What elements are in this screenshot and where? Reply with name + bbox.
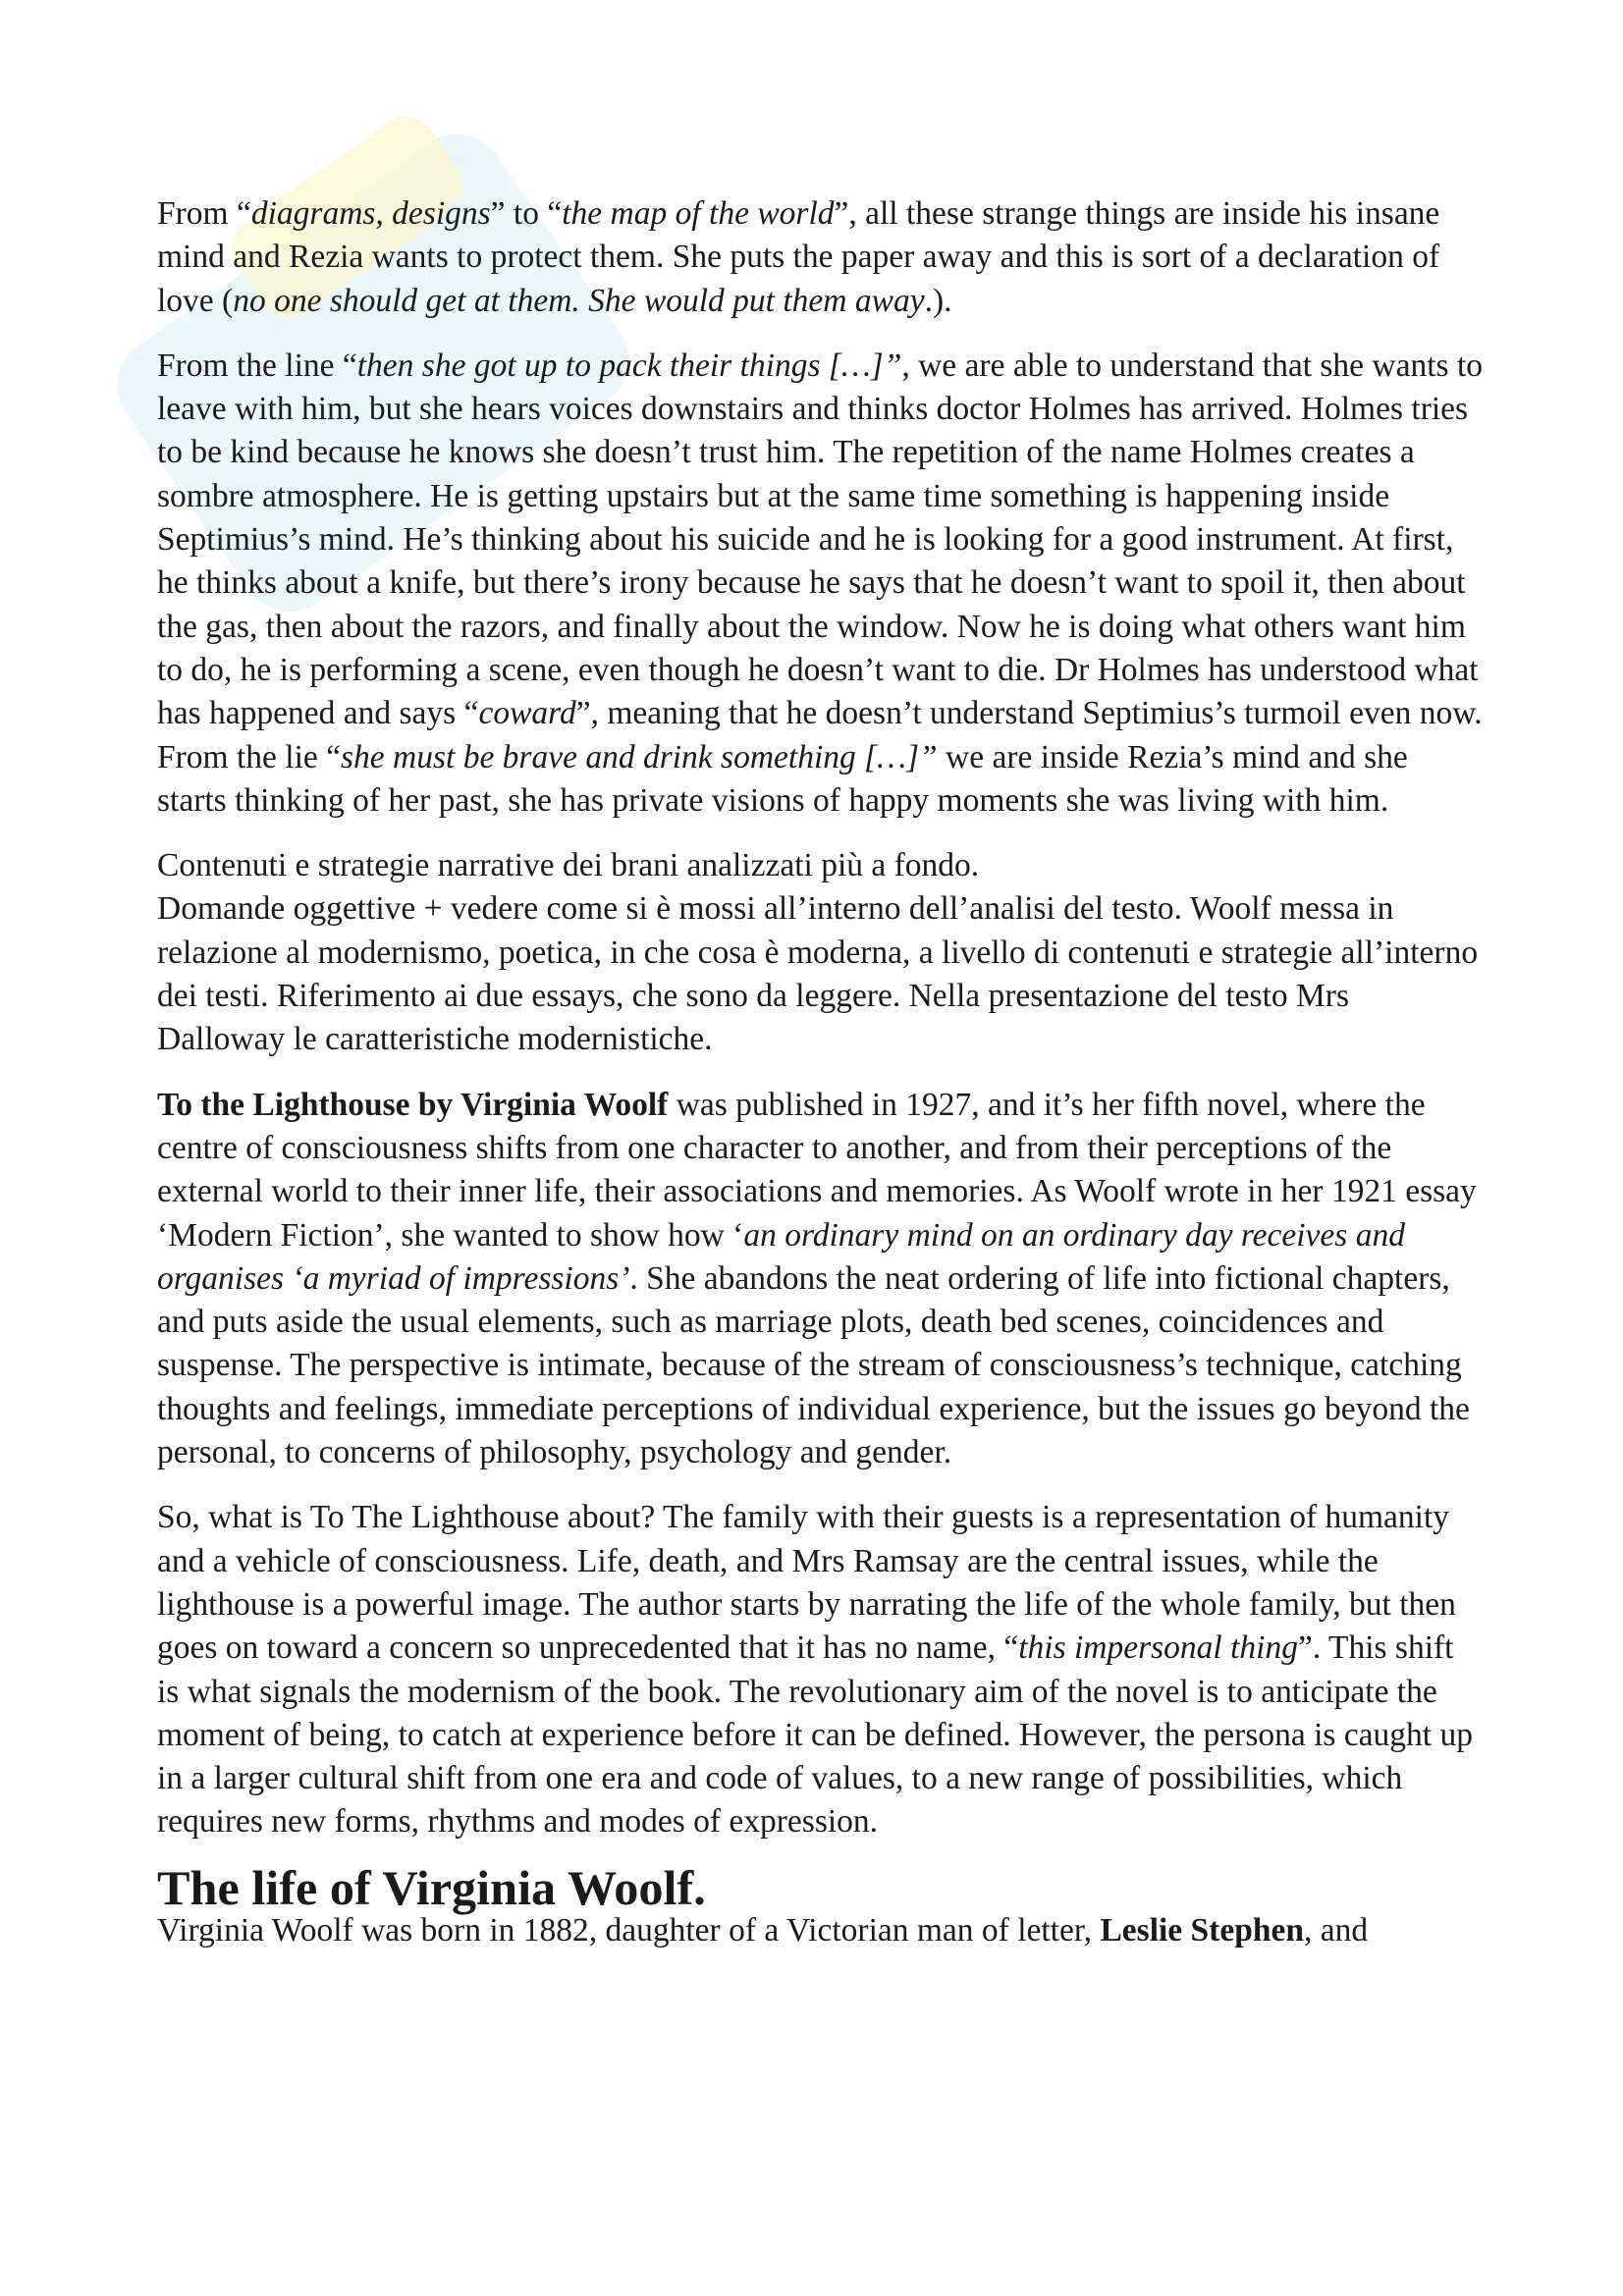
paragraph-pack-things bbox=[157, 345, 1483, 736]
paragraph-diagrams bbox=[157, 192, 1483, 323]
text-segment-italic: this impersonal thing bbox=[1018, 1629, 1298, 1667]
text-segment: , we are able to understand that she wants to leave with him, but she hears voices downstairs and thinks doctor Holmes has arrived. Holmes tries to be kind because he knows she doesn’t trust him. The repetition of the name Holmes creates a sombre atmosphere. He is getting upstairs but at the same time something is happening inside Septimius’s mind. He’s thinking about his suicide and he is looking for a good instrument. At first, he thinks about a knife, but there’s irony because he says that he doesn’t want to spoil it, then about the gas, then about the razors, and finally about the window. Now he is doing what others want him to do, he is performing a scene, even though he doesn’t want to die. Dr Holmes has understood what has happened and says “ bbox=[157, 347, 1484, 732]
text-segment-italic: then she got up to pack their things […]” bbox=[356, 347, 902, 384]
text-segment: ” to “ bbox=[490, 195, 563, 232]
text-segment-bold: Leslie Stephen bbox=[1100, 1911, 1304, 1949]
text-segment-bold: To the Lighthouse by Virginia Woolf bbox=[157, 1086, 669, 1123]
paragraph-to-the-lighthouse bbox=[157, 1084, 1483, 1475]
text-segment: was published in 1927, and it’s her fifth novel, where the centre of consciousness shifts from one character to another, and from their perceptions of the external world to their inner life, their associations and memories. As Woolf wrote in her 1921 essay ‘Modern Fiction’, she wanted to show how ‘ bbox=[157, 1086, 1477, 1254]
text-segment: , and bbox=[1303, 1911, 1369, 1949]
text-segment: . She abandons the neat ordering of life into fictional chapters, and puts aside the usual elements, such as marriage plots, death bed scenes, coincidences and suspense. The perspective is intimate, because of the stream of consciousness’s technique, catching thoughts and feelings, immediate perceptions of individual experience, but the issues go beyond the personal, to concerns of philosophy, psychology and gender. bbox=[157, 1259, 1470, 1471]
text-segment: Contenuti e strategie narrative dei brani analizzati più a fondo. bbox=[157, 847, 980, 884]
text-segment: .). bbox=[924, 282, 952, 319]
text-segment: From the lie “ bbox=[157, 738, 341, 775]
text-segment: we are inside Rezia’s mind and she starts thinking of her past, she has private visions of happy moments she was living with him. bbox=[157, 738, 1408, 819]
text-segment-italic: an ordinary mind on an ordinary day receives and organises ‘a myriad of impressions’ bbox=[157, 1216, 1405, 1297]
text-segment: Virginia Woolf was born in 1882, daughter of a Victorian man of letter, bbox=[157, 1911, 1101, 1949]
text-segment-italic: diagrams, designs bbox=[250, 195, 491, 232]
text-segment-italic: she must be brave and drink something […]” bbox=[341, 738, 938, 775]
text-segment: From “ bbox=[157, 195, 251, 232]
section-heading: The life of Virginia Woolf. bbox=[157, 1859, 706, 1915]
paragraph-life-intro bbox=[157, 1909, 1483, 1952]
document-page bbox=[157, 192, 1483, 1952]
paragraph-what-is-about bbox=[157, 1496, 1483, 1843]
text-segment: Domande oggettive + vedere come si è mossi all’interno dell’analisi del testo. Woolf messa in relazione al modernismo, poetica, in che cosa è moderna, a livello di contenuti e strategie all’interno dei testi. Riferimento ai due essays, che sono da leggere. Nella presentazione del testo Mrs Dalloway le caratteristiche modernistiche. bbox=[157, 890, 1479, 1058]
text-segment: ”, meaning that he doesn’t understand Septimius’s turmoil even now. bbox=[575, 695, 1483, 732]
text-segment: So, what is To The Lighthouse about? The family with their guests is a representation of humanity and a vehicle of consciousness. Life, death, and Mrs Ramsay are the central issues, while the lighthouse is a powerful image. The author starts by narrating the life of the whole family, but then goes on toward a concern so unprecedented that it has no name, “ bbox=[157, 1499, 1456, 1667]
text-segment: ”, all these strange things are inside his insane mind and Rezia wants to protect them. She puts the paper away and this is sort of a declaration of love ( bbox=[157, 195, 1440, 319]
paragraph-domande bbox=[157, 887, 1483, 1061]
text-segment: ”. This shift is what signals the modernism of the book. The revolutionary aim of the novel is to anticipate the moment of being, to catch at experience before it can be defined. However, the persona is caught up in a larger cultural shift from one era and code of values, to a new range of possibilities, which requires new forms, rhythms and modes of expression. bbox=[157, 1629, 1473, 1841]
paragraph-rezia-mind bbox=[157, 736, 1483, 824]
text-segment-italic: coward bbox=[478, 695, 576, 732]
text-segment-italic: no one should get at them. She would put them away bbox=[233, 282, 925, 319]
paragraph-contenuti bbox=[157, 844, 1483, 887]
text-segment-italic: the map of the world bbox=[562, 195, 835, 232]
text-segment: From the line “ bbox=[157, 347, 357, 384]
